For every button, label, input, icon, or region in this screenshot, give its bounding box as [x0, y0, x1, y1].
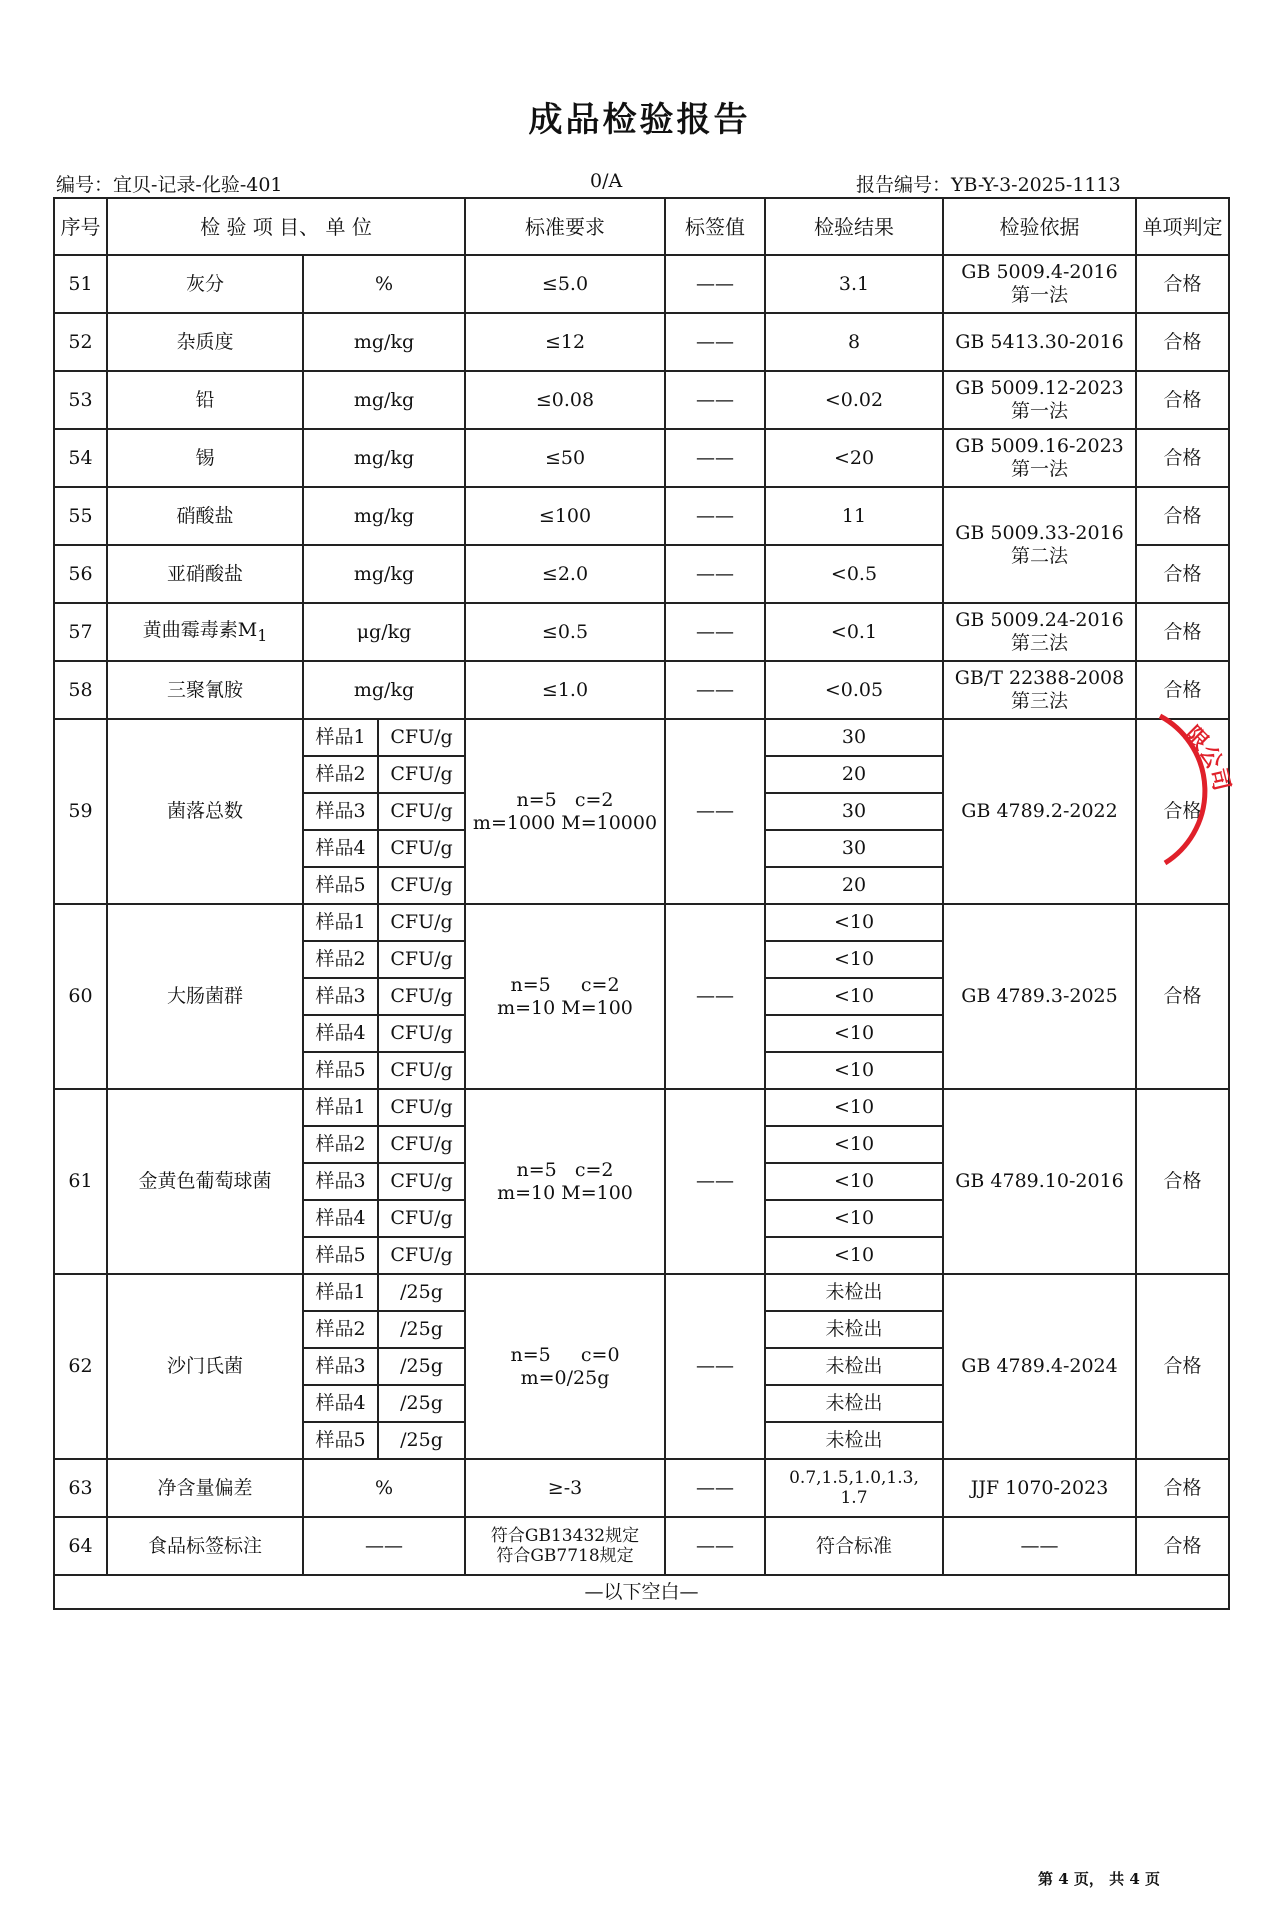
sample-unit: CFU/g — [378, 830, 465, 867]
row-label: —— — [665, 313, 765, 371]
header-std: 标准要求 — [465, 198, 665, 255]
item-name: 黄曲霉毒素M — [142, 619, 258, 642]
row-seq: 59 — [54, 719, 107, 904]
row-result: 11 — [765, 487, 943, 545]
sample-result: <10 — [765, 1089, 943, 1126]
row-label: —— — [665, 1517, 765, 1575]
sample-unit: CFU/g — [378, 1089, 465, 1126]
sample-unit: CFU/g — [378, 1237, 465, 1274]
row-unit: mg/kg — [303, 545, 465, 603]
sample-label: 样品1 — [303, 719, 378, 756]
basis-method: 第二法 — [1010, 545, 1068, 567]
row-seq: 61 — [54, 1089, 107, 1274]
sample-label: 样品1 — [303, 1274, 378, 1311]
sample-result: 30 — [765, 830, 943, 867]
row-basis: GB 4789.10-2016 — [943, 1089, 1136, 1274]
row-unit: mg/kg — [303, 487, 465, 545]
table-row — [54, 255, 1229, 313]
row-label: —— — [665, 371, 765, 429]
blank-row — [54, 1575, 1229, 1609]
row-std: ≤2.0 — [465, 545, 665, 603]
sample-unit: CFU/g — [378, 719, 465, 756]
basis-method: 第三法 — [1010, 690, 1068, 712]
row-item: 食品标签标注 — [107, 1517, 303, 1575]
row-label: —— — [665, 1274, 765, 1459]
basis-standard: GB 5009.12-2023 — [955, 377, 1124, 400]
sample-unit: CFU/g — [378, 1015, 465, 1052]
row-std — [465, 1517, 665, 1575]
row-judge: 合格 — [1136, 1459, 1229, 1517]
row-result: 符合标准 — [765, 1517, 943, 1575]
sample-result: <10 — [765, 1163, 943, 1200]
basis-standard: GB 5009.16-2023 — [955, 435, 1124, 458]
row-basis — [943, 429, 1136, 487]
sample-label: 样品3 — [303, 1163, 378, 1200]
header-row — [54, 198, 1229, 255]
sample-result: <10 — [765, 1052, 943, 1089]
table-row — [54, 603, 1229, 661]
row-judge: 合格 — [1136, 904, 1229, 1089]
basis-standard: GB 5009.4-2016 — [961, 261, 1118, 284]
document-version: 0/A — [590, 170, 623, 192]
microbiology-section — [54, 719, 1229, 1459]
sample-unit: CFU/g — [378, 1200, 465, 1237]
sample-unit: /25g — [378, 1422, 465, 1459]
std-line: 符合GB7718规定 — [496, 1546, 634, 1566]
table-row — [54, 1517, 1229, 1575]
sample-label: 样品4 — [303, 1385, 378, 1422]
row-label: —— — [665, 661, 765, 719]
row-seq: 63 — [54, 1459, 107, 1517]
row-label: —— — [665, 1089, 765, 1274]
sample-row — [54, 719, 1229, 756]
row-result — [765, 1459, 943, 1517]
sample-result: 20 — [765, 756, 943, 793]
sample-label: 样品1 — [303, 1089, 378, 1126]
row-label: —— — [665, 904, 765, 1089]
row-label: —— — [665, 1459, 765, 1517]
row-basis — [943, 371, 1136, 429]
sample-unit: CFU/g — [378, 941, 465, 978]
sample-label: 样品5 — [303, 867, 378, 904]
row-std: ≤12 — [465, 313, 665, 371]
result-line: 0.7,1.5,1.0,1.3, — [789, 1467, 919, 1488]
row-result: 3.1 — [765, 255, 943, 313]
row-item: 亚硝酸盐 — [107, 545, 303, 603]
sample-result: 未检出 — [765, 1311, 943, 1348]
row-basis: GB 5413.30-2016 — [943, 313, 1136, 371]
row-unit: mg/kg — [303, 429, 465, 487]
sample-unit: CFU/g — [378, 756, 465, 793]
row-item: 大肠菌群 — [107, 904, 303, 1089]
header-basis: 检验依据 — [943, 198, 1136, 255]
row-judge: 合格 — [1136, 661, 1229, 719]
result-line: 1.7 — [840, 1488, 868, 1508]
sample-unit: /25g — [378, 1348, 465, 1385]
row-judge: 合格 — [1136, 719, 1229, 904]
row-judge: 合格 — [1136, 313, 1229, 371]
row-unit: mg/kg — [303, 661, 465, 719]
row-basis — [943, 661, 1136, 719]
row-judge: 合格 — [1136, 603, 1229, 661]
std-line: m=10 M=100 — [497, 996, 633, 1019]
row-judge: 合格 — [1136, 1517, 1229, 1575]
row-seq: 55 — [54, 487, 107, 545]
row-result: <20 — [765, 429, 943, 487]
row-std: ≥-3 — [465, 1459, 665, 1517]
row-seq: 64 — [54, 1517, 107, 1575]
row-judge: 合格 — [1136, 1089, 1229, 1274]
row-basis — [943, 255, 1136, 313]
table-row — [54, 429, 1229, 487]
blank-note: —以下空白— — [54, 1575, 1229, 1609]
sample-result: 30 — [765, 793, 943, 830]
header-item: 检 验 项 目、 单 位 — [107, 198, 465, 255]
sample-row — [54, 1089, 1229, 1126]
row-result: <0.05 — [765, 661, 943, 719]
row-label: —— — [665, 545, 765, 603]
row-item: 净含量偏差 — [107, 1459, 303, 1517]
sample-label: 样品4 — [303, 1015, 378, 1052]
sample-result: 30 — [765, 719, 943, 756]
table-row — [54, 487, 1229, 545]
row-item: 硝酸盐 — [107, 487, 303, 545]
std-line: n=5 c=0 — [510, 1343, 620, 1366]
row-std: ≤1.0 — [465, 661, 665, 719]
row-basis: GB 4789.4-2024 — [943, 1274, 1136, 1459]
sample-unit: CFU/g — [378, 1126, 465, 1163]
row-unit: % — [303, 1459, 465, 1517]
row-std — [465, 719, 665, 904]
sample-result: <10 — [765, 941, 943, 978]
row-unit: μg/kg — [303, 603, 465, 661]
header-judge: 单项判定 — [1136, 198, 1229, 255]
basis-method: 第一法 — [1010, 458, 1068, 480]
row-label: —— — [665, 603, 765, 661]
sample-label: 样品5 — [303, 1422, 378, 1459]
row-item: 金黄色葡萄球菌 — [107, 1089, 303, 1274]
sample-label: 样品2 — [303, 1311, 378, 1348]
row-item: 菌落总数 — [107, 719, 303, 904]
sample-result: <10 — [765, 1126, 943, 1163]
row-result: 8 — [765, 313, 943, 371]
row-unit: mg/kg — [303, 313, 465, 371]
sample-unit: CFU/g — [378, 867, 465, 904]
row-basis: GB 4789.2-2022 — [943, 719, 1136, 904]
row-basis — [943, 603, 1136, 661]
sample-result: 未检出 — [765, 1274, 943, 1311]
table-row — [54, 661, 1229, 719]
sample-label: 样品4 — [303, 830, 378, 867]
row-std: ≤100 — [465, 487, 665, 545]
row-std — [465, 904, 665, 1089]
row-result: <0.1 — [765, 603, 943, 661]
row-seq: 52 — [54, 313, 107, 371]
row-judge: 合格 — [1136, 371, 1229, 429]
row-seq: 60 — [54, 904, 107, 1089]
sample-result: 未检出 — [765, 1348, 943, 1385]
sample-unit: CFU/g — [378, 1163, 465, 1200]
sample-label: 样品2 — [303, 941, 378, 978]
row-seq: 51 — [54, 255, 107, 313]
sample-unit: CFU/g — [378, 793, 465, 830]
table-row — [54, 313, 1229, 371]
sample-label: 样品3 — [303, 793, 378, 830]
std-line: m=10 M=100 — [497, 1181, 633, 1204]
sample-unit: /25g — [378, 1311, 465, 1348]
row-unit: mg/kg — [303, 371, 465, 429]
header-label: 标签值 — [665, 198, 765, 255]
row-judge: 合格 — [1136, 1274, 1229, 1459]
row-seq: 54 — [54, 429, 107, 487]
report-title: 成品检验报告 — [528, 100, 751, 140]
item-subscript: 1 — [257, 625, 268, 645]
sample-result: <10 — [765, 1237, 943, 1274]
sample-result: <10 — [765, 1200, 943, 1237]
row-seq: 56 — [54, 545, 107, 603]
row-item — [107, 603, 303, 661]
sample-result: <10 — [765, 904, 943, 941]
row-judge: 合格 — [1136, 255, 1229, 313]
sample-result: <10 — [765, 1015, 943, 1052]
row-unit: % — [303, 255, 465, 313]
header-result: 检验结果 — [765, 198, 943, 255]
sample-label: 样品4 — [303, 1200, 378, 1237]
row-label: —— — [665, 255, 765, 313]
basis-method: 第一法 — [1010, 284, 1068, 306]
sample-label: 样品5 — [303, 1237, 378, 1274]
sample-unit: CFU/g — [378, 1052, 465, 1089]
sample-unit: /25g — [378, 1385, 465, 1422]
sample-label: 样品1 — [303, 904, 378, 941]
std-line: 符合GB13432规定 — [490, 1525, 640, 1546]
sample-label: 样品2 — [303, 1126, 378, 1163]
sample-unit: /25g — [378, 1274, 465, 1311]
row-seq: 57 — [54, 603, 107, 661]
row-std: ≤50 — [465, 429, 665, 487]
row-judge: 合格 — [1136, 487, 1229, 545]
row-label: —— — [665, 487, 765, 545]
sample-label: 样品2 — [303, 756, 378, 793]
sample-row — [54, 904, 1229, 941]
sample-result: 未检出 — [765, 1422, 943, 1459]
row-std: ≤5.0 — [465, 255, 665, 313]
std-line: n=5 c=2 — [516, 788, 614, 811]
inspection-table — [53, 197, 1230, 1610]
std-line: m=1000 M=10000 — [472, 811, 658, 834]
basis-standard: GB/T 22388-2008 — [954, 667, 1125, 690]
row-item: 三聚氰胺 — [107, 661, 303, 719]
row-item: 杂质度 — [107, 313, 303, 371]
row-std — [465, 1274, 665, 1459]
sample-unit: CFU/g — [378, 978, 465, 1015]
table-row — [54, 371, 1229, 429]
header-seq: 序号 — [54, 198, 107, 255]
row-result: <0.5 — [765, 545, 943, 603]
row-basis — [943, 487, 1136, 603]
document-code: 编号：宜贝-记录-化验-401 — [56, 174, 283, 196]
row-std — [465, 1089, 665, 1274]
sample-result: <10 — [765, 978, 943, 1015]
sample-row — [54, 1274, 1229, 1311]
basis-standard: GB 5009.24-2016 — [955, 609, 1124, 632]
page-number: 第 4 页， 共 4 页 — [1038, 1870, 1160, 1888]
row-judge: 合格 — [1136, 545, 1229, 603]
std-line: n=5 c=2 — [516, 1158, 614, 1181]
basis-method: 第一法 — [1010, 400, 1068, 422]
row-unit: —— — [303, 1517, 465, 1575]
std-line: m=0/25g — [520, 1366, 610, 1389]
sample-result: 未检出 — [765, 1385, 943, 1422]
row-basis: JJF 1070-2023 — [943, 1459, 1136, 1517]
basis-standard: GB 5009.33-2016 — [955, 522, 1124, 545]
std-line: n=5 c=2 — [510, 973, 620, 996]
sample-unit: CFU/g — [378, 904, 465, 941]
sample-label: 样品3 — [303, 1348, 378, 1385]
row-std: ≤0.08 — [465, 371, 665, 429]
row-seq: 62 — [54, 1274, 107, 1459]
row-item: 铅 — [107, 371, 303, 429]
table-row — [54, 1459, 1229, 1517]
basis-method: 第三法 — [1010, 632, 1068, 654]
sample-result: 20 — [765, 867, 943, 904]
report-number: 报告编号：YB-Y-3-2025-1113 — [856, 174, 1121, 196]
row-seq: 53 — [54, 371, 107, 429]
row-seq: 58 — [54, 661, 107, 719]
row-basis: —— — [943, 1517, 1136, 1575]
sample-label: 样品3 — [303, 978, 378, 1015]
row-basis: GB 4789.3-2025 — [943, 904, 1136, 1089]
row-label: —— — [665, 429, 765, 487]
row-label: —— — [665, 719, 765, 904]
seal-text: 限公司 — [1179, 722, 1234, 794]
row-item: 沙门氏菌 — [107, 1274, 303, 1459]
row-item: 锡 — [107, 429, 303, 487]
row-std: ≤0.5 — [465, 603, 665, 661]
row-item: 灰分 — [107, 255, 303, 313]
row-result: <0.02 — [765, 371, 943, 429]
sample-label: 样品5 — [303, 1052, 378, 1089]
row-judge: 合格 — [1136, 429, 1229, 487]
